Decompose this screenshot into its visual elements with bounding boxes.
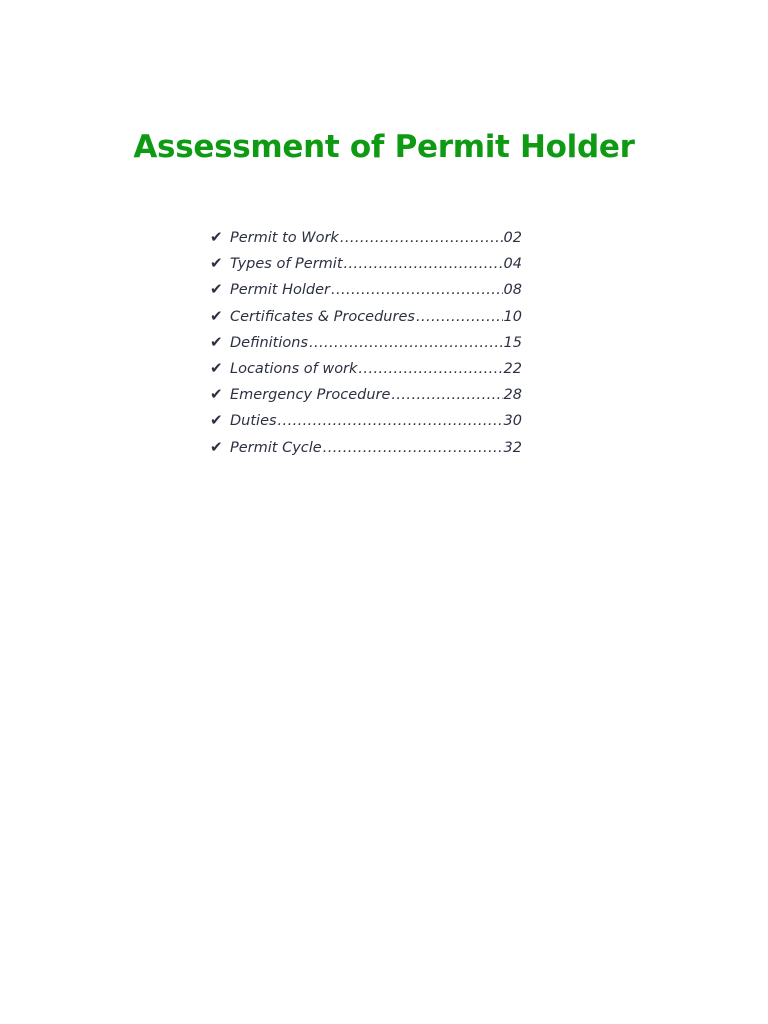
check-mark-icon: ✔	[210, 358, 223, 377]
toc-entry	[210, 333, 522, 359]
toc-page-number: 10	[503, 308, 522, 325]
toc-entry	[210, 359, 522, 385]
check-mark-icon: ✔	[210, 385, 223, 404]
toc-dot-leader	[416, 309, 503, 325]
toc-entry-label: Emergency Procedure	[230, 387, 391, 404]
toc-page-number: 28	[503, 387, 522, 404]
toc-entry-label: Locations of work	[230, 360, 358, 377]
toc-entry-label: Permit Cycle	[230, 439, 322, 456]
check-mark-icon: ✔	[210, 411, 223, 430]
toc-page-number: 32	[503, 439, 522, 456]
document-title: Assessment of Permit Holder	[133, 128, 635, 165]
toc-page-number: 30	[503, 413, 522, 430]
check-mark-icon: ✔	[210, 332, 223, 351]
toc-page-number: 15	[503, 334, 522, 351]
table-of-contents	[210, 228, 522, 464]
toc-entry-label: Permit Holder	[230, 282, 330, 299]
check-mark-icon: ✔	[210, 437, 223, 456]
check-mark-icon: ✔	[210, 306, 223, 325]
toc-dot-leader	[278, 413, 503, 429]
toc-entry	[210, 411, 522, 437]
toc-entry-label: Types of Permit	[230, 256, 343, 273]
toc-entry	[210, 307, 522, 333]
toc-entry	[210, 228, 522, 254]
toc-page-number: 22	[503, 360, 522, 377]
toc-entry	[210, 254, 522, 280]
toc-entry-label: Duties	[230, 413, 277, 430]
check-mark-icon: ✔	[210, 254, 223, 273]
check-mark-icon: ✔	[210, 280, 223, 299]
toc-entry-label: Permit to Work	[230, 230, 339, 246]
toc-page-number: 02	[503, 230, 522, 246]
toc-entry	[210, 385, 522, 411]
toc-dot-leader	[358, 361, 502, 377]
toc-dot-leader	[323, 440, 503, 456]
toc-dot-leader	[309, 335, 503, 351]
check-mark-icon: ✔	[210, 228, 223, 246]
toc-entry	[210, 438, 522, 464]
toc-entry-label: Certificates & Procedures	[230, 308, 415, 325]
toc-dot-leader	[331, 282, 503, 298]
toc-page-number: 08	[503, 282, 522, 299]
toc-entry	[210, 280, 522, 306]
toc-page-number: 04	[503, 256, 522, 273]
toc-dot-leader	[391, 387, 502, 403]
toc-dot-leader	[340, 230, 503, 246]
toc-entry-label: Definitions	[230, 334, 309, 351]
toc-dot-leader	[344, 256, 503, 272]
